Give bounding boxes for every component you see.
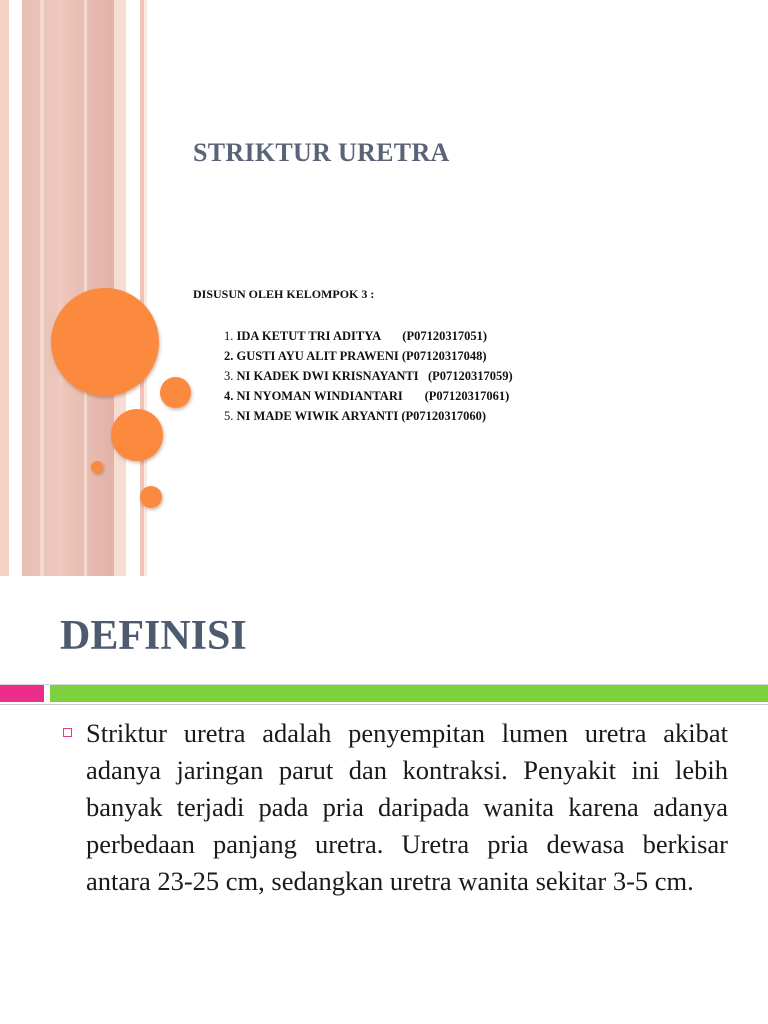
list-item bbox=[224, 346, 513, 366]
definition-slide bbox=[0, 576, 768, 1024]
decor-circle-medium bbox=[111, 409, 163, 461]
list-item bbox=[224, 326, 513, 346]
divider bbox=[0, 704, 768, 705]
member-name: IDA KETUT TRI ADITYA (P07120317051) bbox=[236, 329, 488, 343]
member-name: NI MADE WIWIK ARYANTI (P07120317060) bbox=[236, 409, 487, 423]
decor-stripe bbox=[58, 0, 63, 576]
decor-circle-tiny bbox=[91, 461, 103, 473]
member-name: GUSTI AYU ALIT PRAWENI (P07120317048) bbox=[236, 349, 487, 363]
list-item bbox=[224, 366, 513, 386]
decor-circle-small bbox=[160, 377, 191, 408]
member-name: NI NYOMAN WINDIANTARI (P07120317061) bbox=[236, 389, 510, 403]
decor-circle-small bbox=[140, 486, 162, 508]
accent-bar-pink bbox=[0, 685, 44, 702]
accent-bar-green bbox=[50, 685, 768, 702]
list-item bbox=[224, 386, 513, 406]
decor-circle-large bbox=[51, 288, 159, 396]
list-item bbox=[224, 406, 513, 426]
decor-stripe bbox=[84, 0, 87, 576]
slide-title: STRIKTUR URETRA bbox=[193, 138, 450, 167]
square-bullet-icon bbox=[63, 728, 72, 737]
list-number: 4. bbox=[224, 389, 234, 403]
list-number: 2. bbox=[224, 349, 234, 363]
byline: DISUSUN OLEH KELOMPOK 3 : bbox=[193, 287, 375, 301]
decor-stripe bbox=[114, 0, 126, 576]
decor-stripe bbox=[40, 0, 44, 576]
definition-text: Striktur uretra adalah penyempitan lumen uretra akibat adanya jaringan parut dan kontraksi. Penyakit ini lebih banyak terjadi pada pria daripada wanita karena adanya perbedaan panjang uretra. Uretra pria dewasa berkisar antara 23-25 cm, sedangkan uretra wanita sekitar 3-5 cm. bbox=[86, 718, 728, 896]
member-name: NI KADEK DWI KRISNAYANTI (P07120317059) bbox=[236, 369, 513, 383]
list-number: 1. bbox=[224, 329, 234, 343]
slide-title: DEFINISI bbox=[60, 613, 247, 659]
decor-stripe bbox=[0, 0, 9, 576]
list-number: 5. bbox=[224, 409, 234, 423]
member-list bbox=[224, 326, 513, 426]
list-number: 3. bbox=[224, 369, 234, 383]
